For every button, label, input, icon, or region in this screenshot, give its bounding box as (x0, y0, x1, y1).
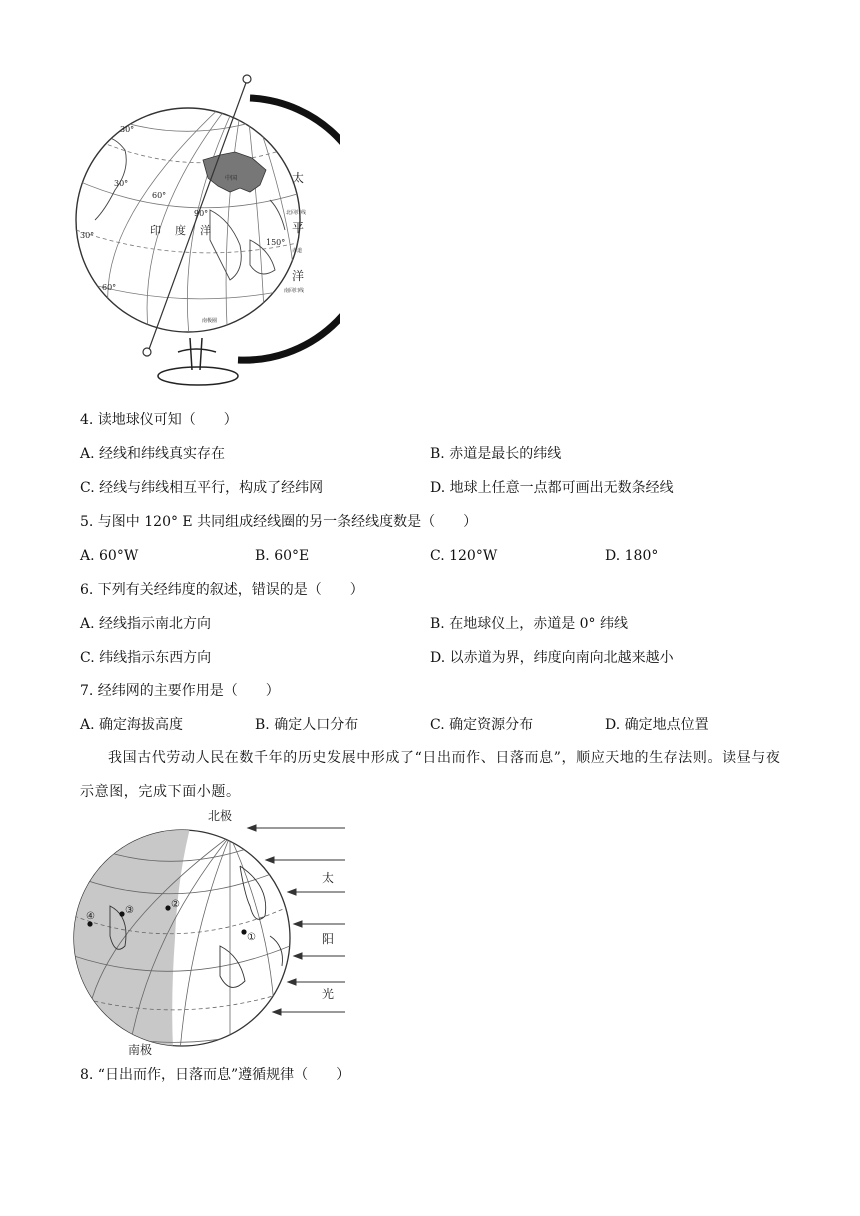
q4-option-a[interactable]: A. 经线和纬线真实存在 (80, 446, 226, 462)
label-lat30c: 30° (80, 231, 95, 240)
point-1-dot (241, 929, 246, 934)
globe-figure (70, 70, 340, 395)
q5-option-d[interactable]: D. 180° (605, 548, 659, 564)
label-south-pole: 南极 (128, 1043, 153, 1057)
label-du: 度 (175, 224, 186, 237)
label-lon60: 60° (152, 191, 167, 200)
label-ping: 平 (292, 221, 305, 235)
label-small1: 北回归线 (286, 210, 307, 216)
label-tai: 太 (292, 171, 305, 185)
q4-stem: 4. 读地球仪可知（ ） (80, 412, 238, 428)
q6-option-b[interactable]: B. 在地球仪上，赤道是 0° 纬线 (430, 616, 628, 632)
label-lat30b: 30° (114, 179, 129, 188)
label-yang: 洋 (292, 269, 305, 283)
point-2-label: ② (171, 899, 180, 910)
label-small4: 南极圈 (202, 318, 218, 324)
q5-option-c[interactable]: C. 120°W (430, 548, 498, 564)
q4-option-c[interactable]: C. 经线与纬线相互平行，构成了经纬网 (80, 480, 324, 496)
point-4-label: ④ (86, 911, 95, 922)
q7-option-d[interactable]: D. 确定地点位置 (605, 717, 709, 733)
q7-stem: 7. 经纬网的主要作用是（ ） (80, 683, 280, 699)
label-yin: 印 (150, 224, 161, 237)
q7-option-a[interactable]: A. 确定海拔高度 (80, 717, 184, 733)
q6-option-a[interactable]: A. 经线指示南北方向 (80, 616, 212, 632)
point-4-dot (87, 921, 92, 926)
q5-stem: 5. 与图中 120° E 共同组成经线圈的另一条经线度数是（ ） (80, 514, 478, 530)
label-lat60: 60° (102, 283, 117, 292)
q4-option-d[interactable]: D. 地球上任意一点都可画出无数条经线 (430, 480, 674, 496)
label-small3: 南回归线 (284, 288, 305, 294)
label-north-pole: 北极 (208, 809, 233, 823)
point-2-dot (165, 905, 170, 910)
q7-option-c[interactable]: C. 确定资源分布 (430, 717, 534, 733)
label-china: 中国 (225, 175, 238, 182)
point-1-label: ① (247, 932, 256, 943)
label-sun3: 光 (322, 987, 335, 1001)
label-lon90: 90° (194, 209, 209, 218)
label-lon150: 150° (266, 238, 286, 247)
point-3-dot (119, 911, 124, 916)
globe-stand (158, 338, 238, 385)
q7-option-b[interactable]: B. 确定人口分布 (255, 717, 359, 733)
label-yang2: 洋 (200, 224, 211, 237)
q4-option-b[interactable]: B. 赤道是最长的纬线 (430, 446, 562, 462)
axis-bottom-knob (143, 348, 151, 356)
q6-stem: 6. 下列有关经纬度的叙述，错误的是（ ） (80, 582, 364, 598)
point-3-label: ③ (125, 905, 134, 916)
label-sun2: 阳 (322, 932, 335, 946)
q6-option-c[interactable]: C. 纬线指示东西方向 (80, 650, 212, 666)
label-sun1: 太 (322, 871, 335, 885)
label-small2: 赤道 (292, 248, 303, 254)
q6-option-d[interactable]: D. 以赤道为界，纬度向南向北越来越小 (430, 650, 674, 666)
q8-stem: 8. “日出而作，日落而息”遵循规律（ ） (80, 1067, 351, 1083)
day-night-figure (70, 806, 360, 1058)
q5-option-b[interactable]: B. 60°E (255, 548, 310, 564)
axis-top-knob (243, 75, 251, 83)
label-lat30a: 30° (120, 125, 135, 134)
q5-option-a[interactable]: A. 60°W (80, 548, 139, 564)
reading-passage: 我国古代劳动人民在数千年的历史发展中形成了“日出而作、日落而息”，顺应天地的生存法则。读昼与夜示意图，完成下面小题。 (80, 750, 781, 800)
